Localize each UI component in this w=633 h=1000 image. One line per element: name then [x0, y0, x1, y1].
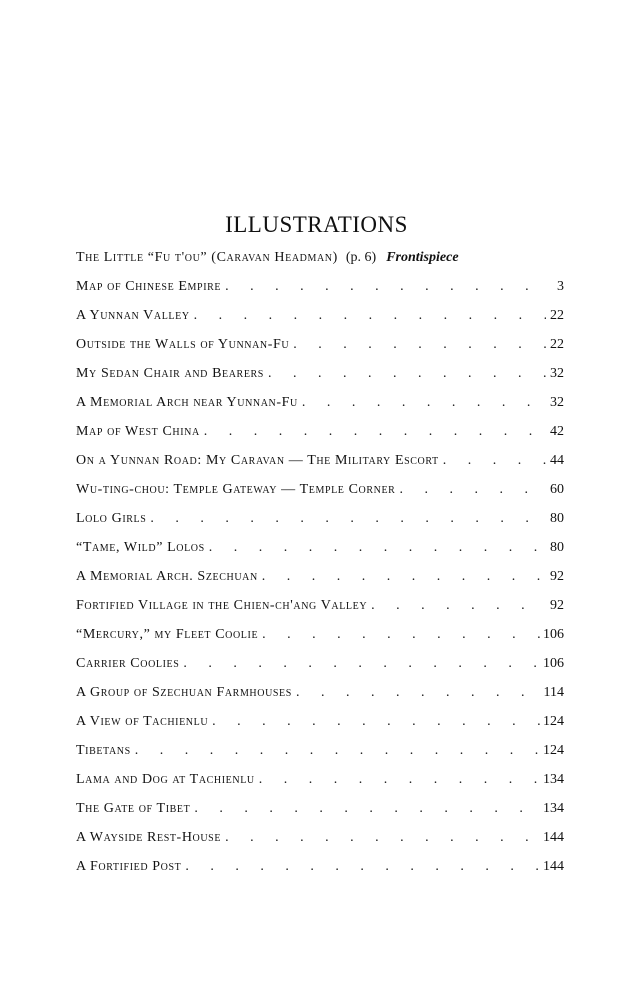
list-item: [76, 279, 564, 308]
dot-leader: [146, 511, 546, 527]
entry-note: (p. 6): [345, 250, 377, 265]
dot-leader: [258, 627, 543, 643]
entry-label: A Memorial Arch near Yunnan-Fu: [76, 395, 298, 410]
entry-label: Outside the Walls of Yunnan-Fu: [76, 337, 290, 352]
entry-page: 106: [543, 656, 564, 671]
entry-page: 144: [543, 830, 564, 845]
dot-leader: [221, 279, 546, 295]
dot-leader: [292, 685, 544, 701]
dot-leader: [221, 830, 543, 846]
entry-label: Lama and Dog at Tachienlu: [76, 772, 255, 787]
entry-label: My Sedan Chair and Bearers: [76, 366, 264, 381]
dot-leader: [205, 540, 546, 556]
entry-label: “Mercury,” my Fleet Coolie: [76, 627, 259, 642]
dot-leader: [179, 656, 543, 672]
entry-page: 22: [550, 337, 564, 352]
list-item: [76, 569, 564, 598]
dot-leader: [181, 859, 543, 875]
dot-leader: [190, 801, 543, 817]
entry-label: A Memorial Arch. Szechuan: [76, 569, 258, 584]
list-item: [76, 627, 564, 656]
list-item: [76, 772, 564, 801]
entry-page: Frontispiece: [386, 250, 459, 265]
dot-leader: [264, 366, 546, 382]
dot-leader: [131, 743, 543, 759]
list-item: [76, 540, 564, 569]
list-item: [76, 337, 564, 366]
entry-page: 144: [543, 859, 564, 874]
entry-page: 80: [550, 511, 564, 526]
entry-label: The Gate of Tibet: [76, 801, 191, 816]
list-item: [76, 395, 564, 424]
entry-page: 22: [550, 308, 564, 323]
list-item: [76, 656, 564, 685]
list-item: [76, 482, 564, 511]
list-item: [76, 714, 564, 743]
entry-page: 114: [543, 685, 564, 700]
list-item: [76, 250, 564, 279]
entry-label: A View of Tachienlu: [76, 714, 209, 729]
dot-leader: [298, 395, 546, 411]
entry-page: 106: [543, 627, 564, 642]
list-item: [76, 685, 564, 714]
entry-page: 3: [557, 279, 564, 294]
entry-page: 92: [550, 598, 564, 613]
entry-page: 80: [550, 540, 564, 555]
entry-page: 60: [550, 482, 564, 497]
entry-page: 44: [550, 453, 564, 468]
entry-page: 32: [550, 395, 564, 410]
entry-label: A Yunnan Valley: [76, 308, 190, 323]
entry-label: Fortified Village in the Chien-ch'ang Valley: [76, 598, 368, 613]
list-item: [76, 308, 564, 337]
list-item: [76, 424, 564, 453]
dot-leader: [289, 337, 546, 353]
dot-leader: [190, 308, 546, 324]
entry-page: 134: [543, 801, 564, 816]
entry-page: 134: [543, 772, 564, 787]
list-item: [76, 859, 564, 888]
entry-label: Lolo Girls: [76, 511, 147, 526]
entry-page: 92: [550, 569, 564, 584]
list-item: [76, 511, 564, 540]
entry-label: The Little “Fu t'ou” (Caravan Headman): [76, 250, 338, 265]
dot-leader: [439, 453, 546, 469]
list-item: [76, 830, 564, 859]
entry-label: Map of Chinese Empire: [76, 279, 222, 294]
entry-label: A Fortified Post: [76, 859, 182, 874]
entry-page: 42: [550, 424, 564, 439]
list-item: [76, 453, 564, 482]
entry-label: Carrier Coolies: [76, 656, 180, 671]
entry-label: Map of West China: [76, 424, 200, 439]
list-item: [76, 743, 564, 772]
entry-label: Tibetans: [76, 743, 131, 758]
list-item: [76, 801, 564, 830]
entry-page: 124: [543, 743, 564, 758]
page-title: ILLUSTRATIONS: [225, 212, 408, 238]
entry-label: A Wayside Rest-House: [76, 830, 222, 845]
entry-page: 124: [543, 714, 564, 729]
list-item: [76, 366, 564, 395]
illustrations-list: [76, 250, 564, 888]
dot-leader: [255, 772, 543, 788]
dot-leader: [200, 424, 546, 440]
dot-leader: [258, 569, 546, 585]
dot-leader: [208, 714, 543, 730]
entry-label: A Group of Szechuan Farmhouses: [76, 685, 292, 700]
dot-leader: [395, 482, 546, 498]
list-item: [76, 598, 564, 627]
entry-page: 32: [550, 366, 564, 381]
dot-leader: [367, 598, 546, 614]
entry-label: “Tame, Wild” Lolos: [76, 540, 205, 555]
entry-label: On a Yunnan Road: My Caravan — The Military Escort: [76, 453, 439, 468]
entry-label: Wu-ting-chou: Temple Gateway — Temple Corner: [76, 482, 396, 497]
